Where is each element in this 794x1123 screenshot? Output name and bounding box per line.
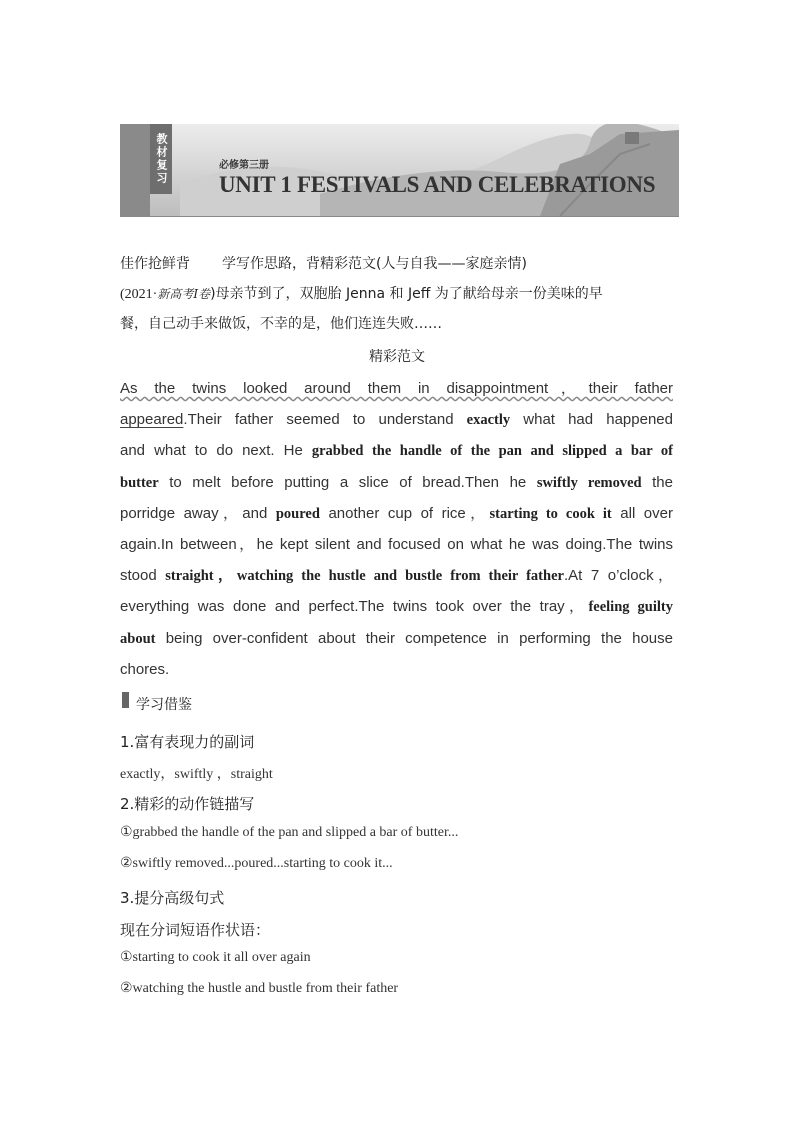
essay-line [120, 591, 673, 622]
section-marker [122, 692, 129, 708]
essay-text: what had happened [510, 411, 673, 429]
essay-line [120, 467, 673, 498]
essay-highlight: feeling guilty [588, 599, 673, 616]
essay-line [120, 623, 673, 654]
essay-line [120, 435, 673, 466]
section-title: 学习借鉴 [136, 697, 192, 713]
prompt-text-1: )母亲节到了，双胞胎 Jenna 和 Jeff 为了献给母亲一份美味的早 [210, 286, 603, 302]
essay-highlight: swiftly removed [536, 474, 642, 491]
essay-line [120, 560, 673, 591]
essay-highlight: poured [275, 505, 320, 522]
great-wall-mountain-illustration [120, 124, 679, 216]
essay-line [120, 498, 673, 529]
essay-line [120, 529, 673, 560]
note-subheading: 现在分词短语作状语： [120, 921, 271, 939]
essay-text: and what to do next. He [120, 442, 312, 460]
essay-text: being over-confident about their competence in performing the house [155, 629, 673, 647]
note-heading: 3.提分高级句式 [120, 889, 225, 907]
essay-text: again.In between，he kept silent and focused on what he was doing.The twins [120, 535, 673, 553]
essay-highlight: butter [120, 474, 159, 491]
essay-line [120, 404, 673, 435]
note-example: ①starting to cook it all over again [120, 950, 311, 965]
note-example: exactly，swiftly ，straight [120, 767, 273, 782]
essay-highlight: grabbed the handle of the pan and slipped a bar of [311, 443, 674, 460]
note-example: ②watching the hustle and bustle from their father [120, 981, 399, 996]
prompt-line-2: 餐，自己动手来做饭，不幸的是，他们连连失败…… [120, 316, 442, 332]
essay-text: porridge away，and [120, 504, 276, 522]
note-heading: 2.精彩的动作链描写 [120, 795, 255, 813]
model-essay [120, 373, 673, 685]
lead-title: 佳作抢鲜背 [120, 256, 190, 272]
essay-text: the [641, 473, 673, 491]
essay-text: everything was done and perfect.The twins took over the tray， [120, 598, 589, 616]
banner-side-tab [120, 124, 150, 216]
essay-line [120, 654, 673, 685]
essay-highlight: straight，watching the hustle and bustle from their father [165, 568, 564, 585]
essay-text: all over [611, 504, 673, 522]
essay-text: appeared [120, 411, 184, 429]
note-heading: 1.富有表现力的副词 [120, 733, 255, 751]
essay-text: .At 7 o’clock， [563, 567, 673, 585]
essay-highlight: starting to cook it [489, 505, 612, 522]
section-side-label: 教材复习 [150, 124, 172, 194]
essay-text: chores. [120, 660, 170, 678]
essay-highlight: exactly [466, 412, 511, 429]
lead-subtitle: 学写作思路，背精彩范文(人与自我——家庭亲情) [222, 256, 527, 272]
essay-text: .Their father seemed to understand [183, 411, 467, 429]
essay-heading: 精彩范文 [369, 349, 425, 365]
unit-banner [120, 124, 679, 217]
essay-highlight: about [120, 630, 156, 647]
prompt-line-1 [120, 283, 603, 303]
book-name: 必修第三册 [219, 160, 269, 171]
essay-text: another cup of rice， [319, 504, 490, 522]
essay-line [120, 373, 673, 404]
lead-line [120, 253, 527, 273]
essay-text: As the twins looked around them in disappointment，their father [120, 380, 673, 397]
prompt-year: (2021· [120, 287, 158, 302]
note-example: ②swiftly removed...poured...starting to cook it... [120, 856, 393, 871]
essay-text: to melt before putting a slice of bread.Then he [158, 473, 537, 491]
unit-title: UNIT 1 FESTIVALS AND CELEBRATIONS [219, 172, 656, 197]
prompt-source: 新高考Ⅰ卷 [157, 287, 211, 301]
note-example: ①grabbed the handle of the pan and slipped a bar of butter... [120, 825, 459, 840]
essay-text: stood [120, 567, 166, 585]
